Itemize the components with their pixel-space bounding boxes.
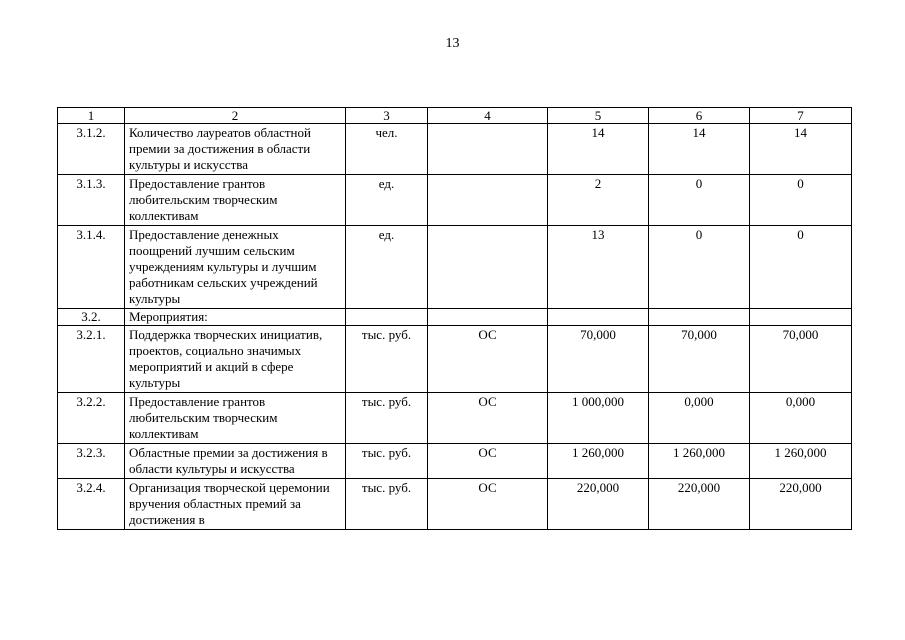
row-source — [428, 124, 548, 175]
row-value-6 — [649, 309, 750, 326]
header-cell-1: 1 — [58, 108, 125, 124]
row-number: 3.2.3. — [58, 444, 125, 479]
row-number: 3.1.4. — [58, 226, 125, 309]
row-unit: чел. — [346, 124, 428, 175]
row-value-5 — [548, 309, 649, 326]
table-row — [58, 393, 852, 444]
row-number: 3.2. — [58, 309, 125, 326]
data-table — [57, 107, 852, 530]
row-value-7: 14 — [750, 124, 852, 175]
row-name: Поддержка творческих инициатив, проектов, социально значимых мероприятий и акций в сфере культуры — [125, 326, 346, 393]
header-cell-2: 2 — [125, 108, 346, 124]
row-number: 3.1.2. — [58, 124, 125, 175]
header-cell-4: 4 — [428, 108, 548, 124]
table-row — [58, 479, 852, 530]
row-value-5: 220,000 — [548, 479, 649, 530]
row-source — [428, 309, 548, 326]
row-value-7: 0,000 — [750, 393, 852, 444]
row-value-7: 1 260,000 — [750, 444, 852, 479]
page-number: 13 — [445, 36, 460, 51]
header-cell-6: 6 — [649, 108, 750, 124]
table-row — [58, 124, 852, 175]
row-value-5: 1 000,000 — [548, 393, 649, 444]
row-name: Количество лауреатов областной премии за достижения в области культуры и искусства — [125, 124, 346, 175]
row-unit: тыс. руб. — [346, 393, 428, 444]
row-unit: тыс. руб. — [346, 444, 428, 479]
header-cell-5: 5 — [548, 108, 649, 124]
row-name: Организация творческой церемонии вручения областных премий за достижения в — [125, 479, 346, 530]
row-value-6: 0 — [649, 175, 750, 226]
row-value-5: 1 260,000 — [548, 444, 649, 479]
row-unit: тыс. руб. — [346, 479, 428, 530]
table-body — [58, 124, 852, 530]
row-value-6: 220,000 — [649, 479, 750, 530]
row-number: 3.2.1. — [58, 326, 125, 393]
row-value-5: 70,000 — [548, 326, 649, 393]
row-value-6: 1 260,000 — [649, 444, 750, 479]
table-row — [58, 309, 852, 326]
table-row — [58, 175, 852, 226]
row-unit — [346, 309, 428, 326]
row-number: 3.1.3. — [58, 175, 125, 226]
row-value-5: 13 — [548, 226, 649, 309]
row-value-5: 2 — [548, 175, 649, 226]
table-header — [58, 108, 852, 124]
row-name: Предоставление грантов любительским творческим коллективам — [125, 175, 346, 226]
header-cell-3: 3 — [346, 108, 428, 124]
row-name: Предоставление денежных поощрений лучшим сельским учреждениям культуры и лучшим работникам сельских учреждений культуры — [125, 226, 346, 309]
row-value-6: 70,000 — [649, 326, 750, 393]
row-unit: ед. — [346, 226, 428, 309]
row-number: 3.2.4. — [58, 479, 125, 530]
row-unit: тыс. руб. — [346, 326, 428, 393]
header-row — [58, 108, 852, 124]
row-value-7: 0 — [750, 226, 852, 309]
row-value-6: 0,000 — [649, 393, 750, 444]
row-source: ОС — [428, 326, 548, 393]
row-unit: ед. — [346, 175, 428, 226]
row-source: ОС — [428, 444, 548, 479]
row-value-6: 0 — [649, 226, 750, 309]
row-source — [428, 226, 548, 309]
row-value-5: 14 — [548, 124, 649, 175]
row-value-7 — [750, 309, 852, 326]
row-value-6: 14 — [649, 124, 750, 175]
row-name: Предоставление грантов любительским творческим коллективам — [125, 393, 346, 444]
row-value-7: 0 — [750, 175, 852, 226]
table-row — [58, 444, 852, 479]
row-value-7: 220,000 — [750, 479, 852, 530]
table-row — [58, 226, 852, 309]
row-name: Мероприятия: — [125, 309, 346, 326]
row-value-7: 70,000 — [750, 326, 852, 393]
row-name: Областные премии за достижения в области культуры и искусства — [125, 444, 346, 479]
table-row — [58, 326, 852, 393]
row-number: 3.2.2. — [58, 393, 125, 444]
row-source: ОС — [428, 479, 548, 530]
header-cell-7: 7 — [750, 108, 852, 124]
row-source — [428, 175, 548, 226]
row-source: ОС — [428, 393, 548, 444]
